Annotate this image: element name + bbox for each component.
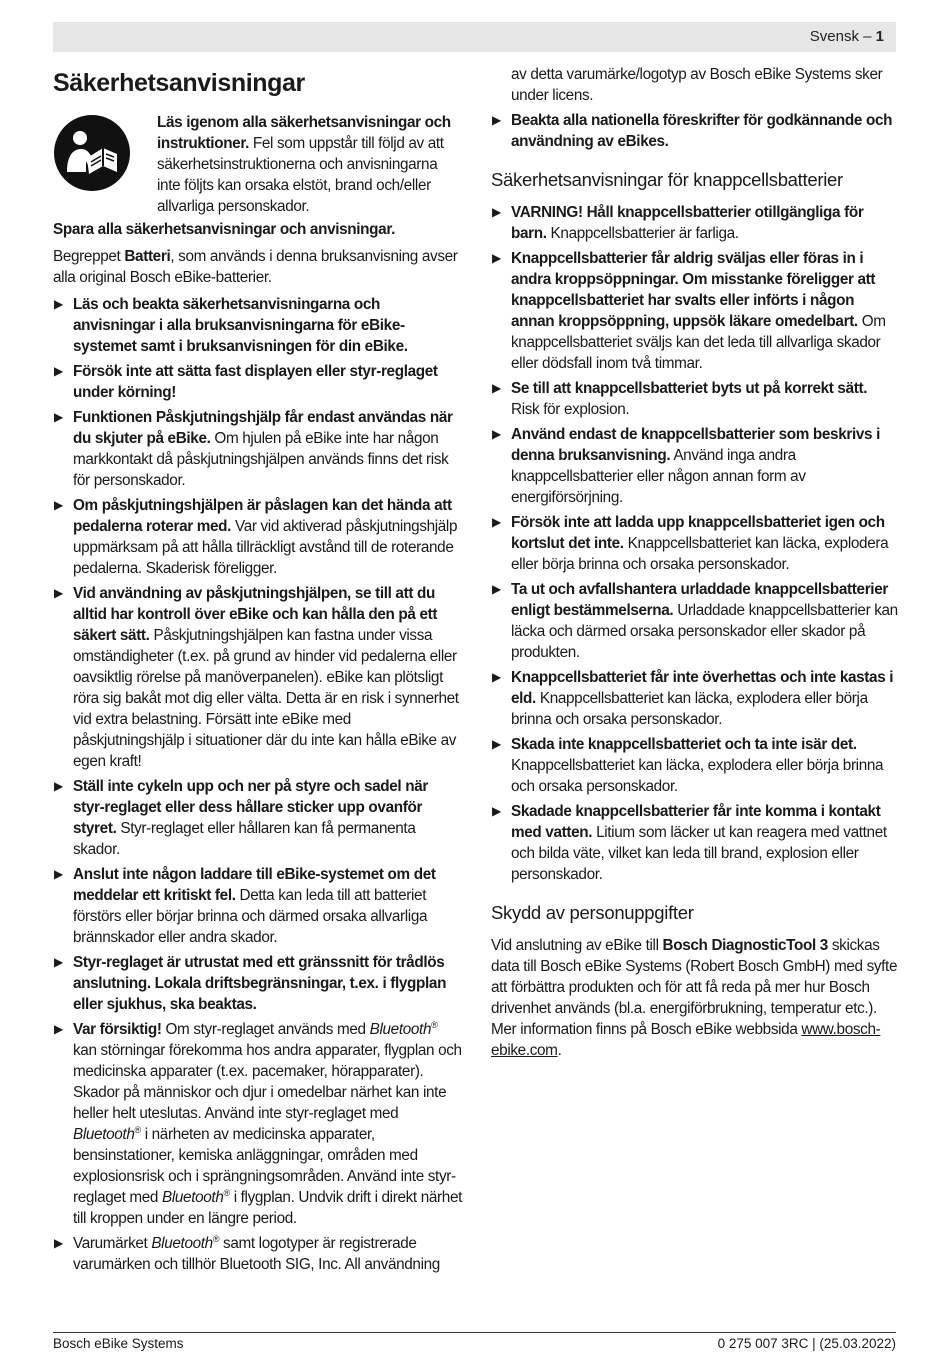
list-item — [491, 579, 899, 663]
careful-t3: i närheten av medicinska apparater, bensinstationer, kemiska anläggningar, områden med explosionsrisk och i sprängningsområden. Använd inte styr-reglaget med — [73, 1126, 456, 1206]
list-item — [53, 361, 463, 403]
registered-mark: ® — [212, 1233, 220, 1244]
bluetooth-term: Bluetooth — [162, 1189, 224, 1206]
right-column — [491, 64, 899, 1067]
page-title: Säkerhetsanvisningar — [53, 69, 305, 97]
item-bold: VARNING! Håll knappcellsbatterier otillgängliga för barn. — [511, 204, 864, 242]
list-item — [53, 864, 463, 948]
item-text: Knappcellsbatteriet kan läcka, explodera eller börja brinna och orsaka personskador. — [511, 757, 884, 795]
item-bold: Funktionen Påskjutningshjälp får endast användas när du skjuter på eBike. — [73, 409, 453, 447]
item-text: Var vid aktiverad påskjutningshjälp uppmärksam på att hålla tillräckligt avstånd till de roterande pedalerna. Skaderisk föreligger. — [73, 518, 458, 577]
safety-list — [53, 294, 463, 1275]
item-bold: Läs och beakta säkerhetsanvisningarna och anvisningar i alla bruksanvisningarna för eBike-systemet samt i bruksanvisningen för din eBike. — [73, 296, 408, 355]
intro-bold: Läs igenom alla säkerhetsanvisningar och instruktioner. — [157, 114, 451, 152]
bosch-ebike-link[interactable]: www.bosch-ebike.com — [491, 1021, 881, 1059]
bluetooth-term: Bluetooth — [369, 1021, 432, 1038]
left-column — [53, 64, 463, 1279]
privacy-section-heading: Skydd av personuppgifter — [491, 902, 694, 923]
registered-mark: ® — [223, 1187, 230, 1198]
careful-t4: i flygplan. Undvik drift i direkt närhet till kroppen under en längre period. — [73, 1189, 463, 1227]
privacy-paragraph — [491, 935, 899, 1061]
item-text: Använd inga andra knappcellsbatterier eller någon annan form av energiförsörjning. — [511, 447, 806, 506]
list-item — [491, 110, 899, 152]
item-text: Knappcellsbatteriet kan läcka, explodera eller börja brinna och orsaka personskador. — [511, 535, 889, 573]
item-bold: Använd endast de knappcellsbatterier som beskrivs i denna bruksanvisning. — [511, 426, 880, 464]
list-item — [491, 424, 899, 508]
header-separator: – — [858, 28, 876, 45]
list-item — [53, 583, 463, 772]
list-item — [491, 734, 899, 797]
list-item — [53, 776, 463, 860]
list-item — [491, 248, 899, 374]
list-item-trademark — [53, 1233, 463, 1275]
item-bold: Ställ inte cykeln upp och ner på styre och sadel när styr-reglaget eller dess hållare sticker upp ovanför styret. — [73, 778, 428, 837]
privacy-t2: skickas data till Bosch eBike Systems (Robert Bosch GmbH) med syfte att förbättra produkten och för att få reda på mer hur Bosch drivenhet används (bl.a. energiförbrukning, temperatur etc.). Mer information finns på Bosch eBike webbsida — [491, 937, 898, 1038]
page-header-bar — [53, 22, 896, 52]
item-text: Knappcellsbatteriet kan läcka, explodera eller börja brinna och orsaka personskador. — [511, 690, 868, 728]
save-instructions: Spara alla säkerhetsanvisningar och anvisningar. — [53, 221, 395, 238]
item-bold: Skada inte knappcellsbatteriet och ta inte isär det. — [511, 736, 857, 753]
item-bold: Försök inte att sätta fast displayen eller styr-reglaget under körning! — [73, 363, 438, 401]
privacy-bold: Bosch DiagnosticTool 3 — [662, 937, 828, 954]
footer-company: Bosch eBike Systems — [53, 1336, 184, 1351]
list-item — [53, 407, 463, 491]
item-text: Om hjulen på eBike inte har någon markkontakt då påskjutningshjälpen används finns det risk för personskador. — [73, 430, 449, 489]
item-bold: Anslut inte någon laddare till eBike-systemet om det meddelar ett kritiskt fel. — [73, 866, 436, 904]
item-bold: Styr-reglaget är utrustat med ett gränssnitt för trådlös anslutning. Lokala driftsbegränsningar, t.ex. i flygplan eller sjukhus, ska beaktas. — [73, 954, 447, 1013]
item-text: Påskjutningshjälpen kan fastna under vissa omständigheter (t.ex. på grund av hinder vid pedalerna eller oavsiktlig rörelse på manöverpanelen). eBike kan plötsligt röra sig bakåt mot dig eller välta. Detta är en risk i synnerhet vid extra belastning. Försätt inte eBike med påskjutningshjälp i situationer där du inte kan hålla eBike av egen kraft! — [73, 627, 459, 770]
list-item — [491, 667, 899, 730]
intro-block — [53, 112, 463, 217]
trademark-t1: Varumärket — [73, 1235, 152, 1252]
list-item-careful — [53, 1019, 463, 1229]
bluetooth-term: Bluetooth — [151, 1235, 213, 1252]
intro-text — [157, 112, 463, 217]
page-header — [810, 28, 884, 45]
page-number: 1 — [875, 28, 884, 45]
registered-mark: ® — [134, 1124, 141, 1135]
item-bold: Knappcellsbatterier får aldrig sväljas eller föras in i andra kroppsöppningar. Om misstanke föreligger att knappcellsbatteriet har svalts eller införts i någon annan kroppsöppning, uppsök läkare omedelbart. — [511, 250, 876, 330]
item-text: Detta kan leda till att batteriet förstörs eller börjar brinna och därmed orsaka allvarliga brännskador eller andra skador. — [73, 887, 428, 946]
term-pre: Begreppet — [53, 248, 125, 265]
footer-doc-id: 0 275 007 3RC | (25.03.2022) — [717, 1336, 896, 1351]
list-item — [53, 952, 463, 1015]
item-bold: Ta ut och avfallshantera urladdade knappcellsbatterier enligt bestämmelserna. — [511, 581, 888, 619]
item-text: Urladdade knappcellsbatterier kan läcka och därmed orsaka personskador eller skador på produkten. — [511, 602, 898, 661]
careful-t1: Om styr-reglaget används med — [161, 1021, 370, 1038]
trademark-continued: av detta varumärke/logotyp av Bosch eBike Systems sker under licens. — [511, 66, 883, 104]
item-bold: Om påskjutningshjälpen är påslagen kan det hända att pedalerna roterar med. — [73, 497, 452, 535]
privacy-t1: Vid anslutning av eBike till — [491, 937, 663, 954]
registered-mark: ® — [431, 1019, 438, 1030]
item-text: Knappcellsbatterier är farliga. — [546, 225, 739, 242]
header-language: Svensk — [809, 28, 859, 45]
read-manual-icon — [53, 112, 157, 217]
term-post: , som används i denna bruksanvisning avser alla original Bosch eBike-batterier. — [53, 248, 458, 286]
national-list — [491, 110, 899, 152]
list-item — [491, 801, 899, 885]
battery-section-heading: Säkerhetsanvisningar för knappcellsbatterier — [491, 169, 843, 190]
item-text: Risk för explosion. — [511, 401, 630, 418]
item-text: Litium som läcker ut kan reagera med vattnet och bilda väte, vilket kan leda till brand, explosion eller personskador. — [511, 824, 887, 883]
item-bold: Beakta alla nationella föreskrifter för godkännande och användning av eBikes. — [511, 112, 893, 150]
careful-bold: Var försiktig! — [73, 1021, 162, 1038]
trademark-t2: samt logotyper är registrerade varumärken och tillhör Bluetooth SIG, Inc. All användning — [73, 1235, 440, 1273]
item-bold: Skadade knappcellsbatterier får inte komma i kontakt med vatten. — [511, 803, 881, 841]
careful-t2: kan störningar förekomma hos andra apparater, flygplan och medicinska apparater (t.ex. pacemaker, hörapparater). Skador på människor och djur i omedelbar närhet kan inte heller helt uteslutas. Använd inte styr-reglaget med — [73, 1042, 462, 1122]
item-text: Styr-reglaget eller hållaren kan få permanenta skador. — [73, 820, 416, 858]
footer-divider — [53, 1332, 896, 1333]
bluetooth-term: Bluetooth — [73, 1126, 135, 1143]
privacy-end: . — [557, 1042, 562, 1059]
item-bold: Knappcellsbatteriet får inte överhettas och inte kastas i eld. — [511, 669, 894, 707]
term-bold: Batteri — [124, 248, 171, 265]
item-bold: Försök inte att ladda upp knappcellsbatteriet igen och kortslut det inte. — [511, 514, 885, 552]
item-bold: Vid användning av påskjutningshjälpen, se till att du alltid har kontroll över eBike och kan hålla den på ett säkert sätt. — [73, 585, 438, 644]
list-item — [491, 378, 899, 420]
battery-list — [491, 202, 899, 885]
list-item — [53, 294, 463, 357]
list-item — [491, 202, 899, 244]
list-item — [53, 495, 463, 579]
item-bold: Se till att knappcellsbatteriet byts ut på korrekt sätt. — [511, 380, 868, 397]
intro-rest: Fel som uppstår till följd av att säkerhetsinstruktionerna och anvisningarna inte följts kan orsaka elstöt, brand och/eller allvarliga personskador. — [157, 135, 444, 215]
item-text: Om knappcellsbatteriet sväljs kan det leda till allvarliga skador eller dödsfall inom två timmar. — [511, 313, 886, 372]
term-definition — [53, 246, 463, 288]
list-item — [491, 512, 899, 575]
